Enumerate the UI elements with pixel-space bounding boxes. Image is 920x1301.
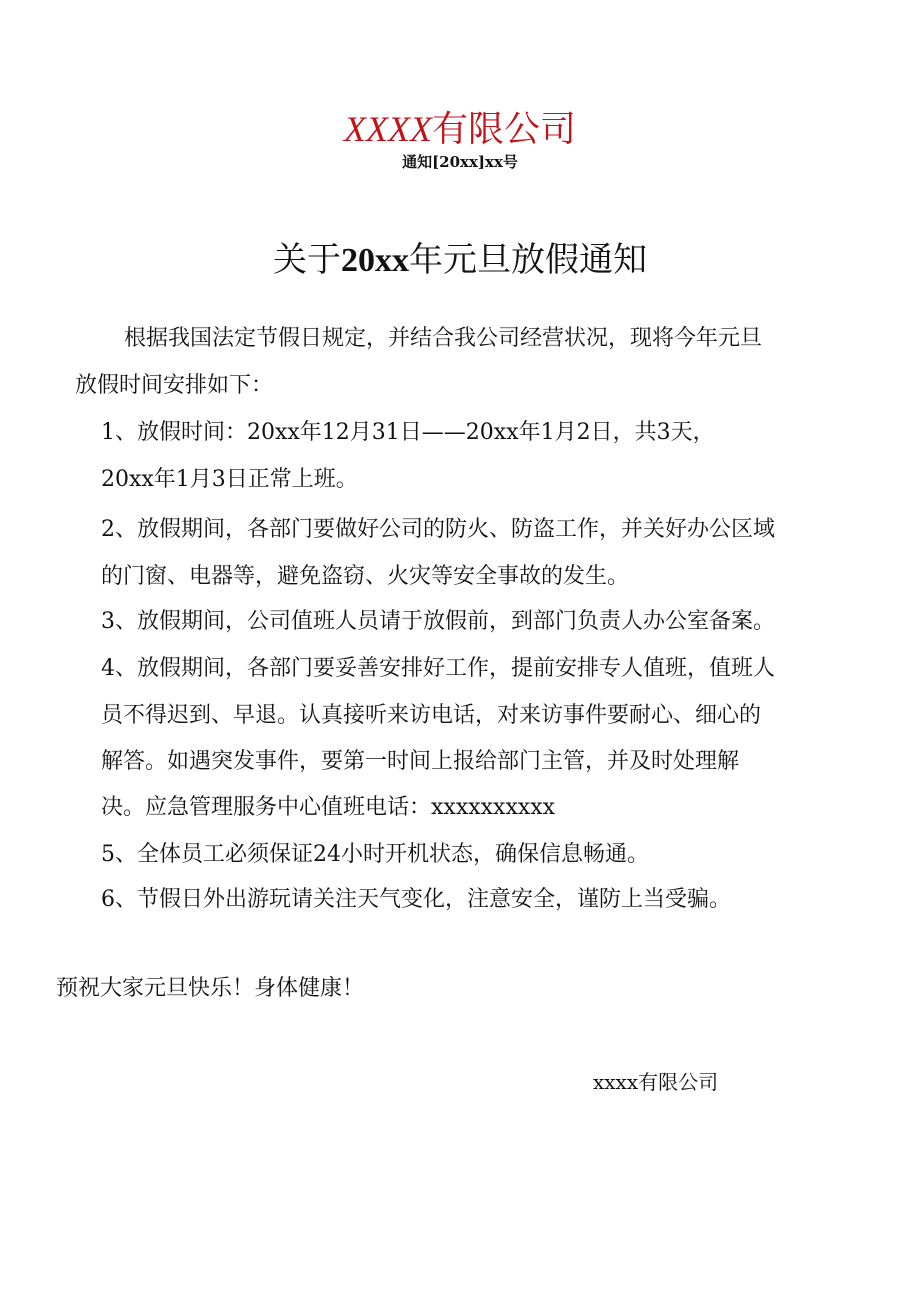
company-name-cn: 有限公司	[431, 109, 576, 150]
item-4-line-4: 决。应急管理服务中心值班电话：xxxxxxxxxx	[101, 795, 556, 820]
item-1-line-1: 1、放假时间：20xx年12月31日——20xx年1月2日，共3天，	[101, 420, 715, 445]
title-suffix: 年元旦放假通知	[409, 240, 647, 280]
notice-number: 通知[20xx]xx号	[402, 153, 518, 171]
title-year: 20xx	[341, 242, 409, 279]
item-4-line-3: 解答。如遇突发事件，要第一时间上报给部门主管，并及时处理解	[101, 749, 740, 774]
closing-wish: 预祝大家元旦快乐！身体健康！	[56, 976, 365, 1001]
item-5-line-1: 5、全体员工必须保证24小时开机状态，确保信息畅通。	[101, 842, 649, 867]
title-prefix: 关于	[273, 240, 341, 280]
item-6-line-1: 6、节假日外出游玩请关注天气变化，注意安全，谨防上当受骗。	[101, 887, 731, 912]
item-2-line-2: 的门窗、电器等，避免盗窃、火灾等安全事故的发生。	[101, 564, 630, 589]
intro-line-2: 放假时间安排如下：	[75, 373, 274, 398]
item-3-line-1: 3、放假期间，公司值班人员请于放假前，到部门负责人办公室备案。	[101, 609, 775, 634]
item-1-line-2: 20xx年1月3日正常上班。	[101, 467, 358, 492]
signature: xxxx有限公司	[593, 1070, 719, 1094]
intro-line-1: 根据我国法定节假日规定，并结合我公司经营状况，现将今年元旦	[124, 326, 763, 351]
page-title	[0, 238, 920, 283]
item-2-line-1: 2、放假期间，各部门要做好公司的防火、防盗工作，并关好办公区域	[101, 517, 775, 542]
item-4-line-2: 员不得迟到、早退。认真接听来访电话，对来访事件要耐心、细心的	[101, 703, 762, 728]
company-header	[0, 108, 920, 151]
company-name-latin: XXXX	[344, 109, 432, 149]
item-4-line-1: 4、放假期间，各部门要妥善安排好工作，提前安排专人值班，值班人	[101, 656, 775, 681]
